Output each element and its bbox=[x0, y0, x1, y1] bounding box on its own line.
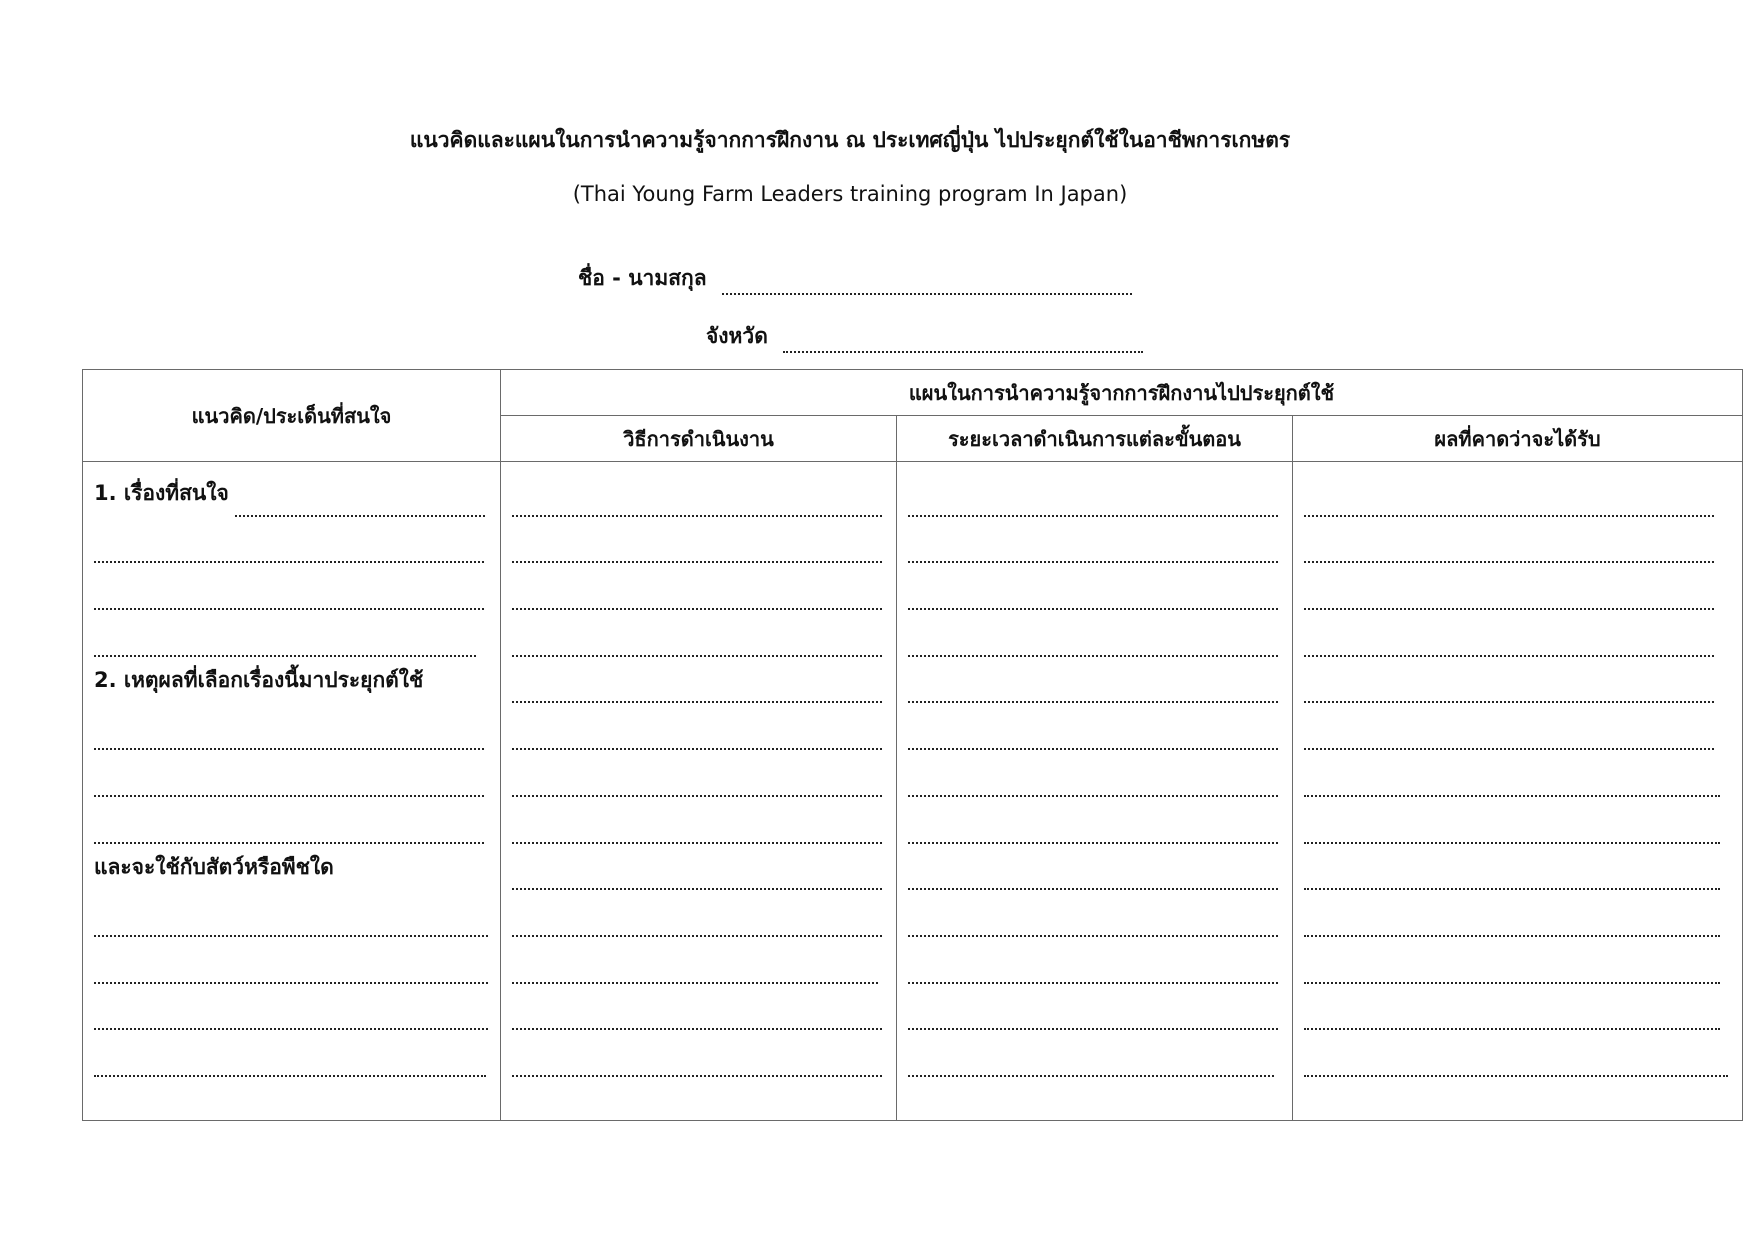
province-blank[interactable] bbox=[783, 321, 1143, 353]
method-blank-line[interactable] bbox=[512, 703, 896, 750]
timeline-blank-line[interactable] bbox=[908, 657, 1292, 704]
name-blank[interactable] bbox=[722, 263, 1132, 295]
form-title: แนวคิดและแผนในการนำความรู้จากการฝึกงาน ณ ประเทศญี่ปุ่น ไปประยุกต์ใช้ในอาชีพการเกษตร bbox=[409, 128, 1291, 152]
method-blank-line[interactable] bbox=[512, 1030, 896, 1077]
result-blank-line[interactable] bbox=[1304, 563, 1742, 610]
result-cell bbox=[1293, 462, 1743, 1121]
plan-header: แผนในการนำความรู้จากการฝึกงานไปประยุกต์ใช้ bbox=[501, 370, 1743, 416]
method-blank-line[interactable] bbox=[512, 517, 896, 564]
reason-prompt: 2. เหตุผลที่เลือกเรื่องนี้มาประยุกต์ใช้ bbox=[94, 667, 424, 692]
timeline-blank-line[interactable] bbox=[908, 750, 1292, 797]
timeline-cell bbox=[897, 462, 1293, 1121]
result-blank-line[interactable] bbox=[1304, 610, 1742, 657]
concept-blank-line[interactable] bbox=[94, 517, 500, 564]
timeline-blank-line[interactable] bbox=[908, 937, 1292, 984]
result-header: ผลที่คาดว่าจะได้รับ bbox=[1293, 416, 1743, 462]
result-blank-line[interactable] bbox=[1304, 937, 1742, 984]
result-blank-line[interactable] bbox=[1304, 517, 1742, 564]
method-blank-line[interactable] bbox=[512, 797, 896, 844]
interest-line[interactable] bbox=[94, 470, 500, 517]
result-blank-line[interactable] bbox=[1304, 1030, 1742, 1077]
concept-blank-line[interactable] bbox=[94, 984, 500, 1031]
concept-blank-line[interactable] bbox=[94, 703, 500, 750]
province-label: จังหวัด bbox=[706, 324, 768, 348]
name-label: ชื่อ - นามสกุล bbox=[578, 266, 707, 290]
method-blank-line[interactable] bbox=[512, 937, 896, 984]
result-blank-line[interactable] bbox=[1304, 890, 1742, 937]
interest-blank[interactable] bbox=[235, 485, 485, 517]
timeline-blank-line[interactable] bbox=[908, 984, 1292, 1031]
method-header: วิธีการดำเนินงาน bbox=[501, 416, 897, 462]
name-field[interactable] bbox=[578, 262, 1132, 295]
result-blank-line[interactable] bbox=[1304, 750, 1742, 797]
timeline-header: ระยะเวลาดำเนินการแต่ละขั้นตอน bbox=[897, 416, 1293, 462]
concept-header: แนวคิด/ประเด็นที่สนใจ bbox=[83, 370, 501, 462]
timeline-blank-line[interactable] bbox=[908, 1030, 1292, 1077]
result-blank-line[interactable] bbox=[1304, 657, 1742, 704]
method-cell bbox=[501, 462, 897, 1121]
timeline-blank-line[interactable] bbox=[908, 610, 1292, 657]
concept-blank-line[interactable] bbox=[94, 610, 500, 657]
timeline-blank-line[interactable] bbox=[908, 797, 1292, 844]
method-blank-line[interactable] bbox=[512, 470, 896, 517]
concept-blank-line[interactable] bbox=[94, 563, 500, 610]
timeline-blank-line[interactable] bbox=[908, 890, 1292, 937]
timeline-blank-line[interactable] bbox=[908, 563, 1292, 610]
concept-blank-line[interactable] bbox=[94, 750, 500, 797]
method-blank-line[interactable] bbox=[512, 984, 896, 1031]
concept-blank-line[interactable] bbox=[94, 937, 500, 984]
method-blank-line[interactable] bbox=[512, 610, 896, 657]
method-blank-line[interactable] bbox=[512, 844, 896, 891]
concept-blank-line[interactable] bbox=[94, 890, 500, 937]
method-blank-line[interactable] bbox=[512, 657, 896, 704]
timeline-blank-line[interactable] bbox=[908, 703, 1292, 750]
result-blank-line[interactable] bbox=[1304, 844, 1742, 891]
result-blank-line[interactable] bbox=[1304, 470, 1742, 517]
province-field[interactable] bbox=[706, 320, 1143, 353]
concept-blank-line[interactable] bbox=[94, 797, 500, 844]
plan-table bbox=[82, 369, 1743, 1121]
method-blank-line[interactable] bbox=[512, 563, 896, 610]
result-blank-line[interactable] bbox=[1304, 984, 1742, 1031]
method-blank-line[interactable] bbox=[512, 890, 896, 937]
concept-blank-line[interactable] bbox=[94, 1030, 500, 1077]
result-blank-line[interactable] bbox=[1304, 797, 1742, 844]
method-blank-line[interactable] bbox=[512, 750, 896, 797]
timeline-blank-line[interactable] bbox=[908, 470, 1292, 517]
interest-prompt: 1. เรื่องที่สนใจ bbox=[94, 481, 229, 505]
target-prompt: และจะใช้กับสัตว์หรือพืชใด bbox=[94, 854, 334, 879]
timeline-blank-line[interactable] bbox=[908, 517, 1292, 564]
form-subtitle: (Thai Young Farm Leaders training program In Japan) bbox=[572, 182, 1128, 206]
result-blank-line[interactable] bbox=[1304, 703, 1742, 750]
concept-cell bbox=[83, 462, 501, 1121]
timeline-blank-line[interactable] bbox=[908, 844, 1292, 891]
